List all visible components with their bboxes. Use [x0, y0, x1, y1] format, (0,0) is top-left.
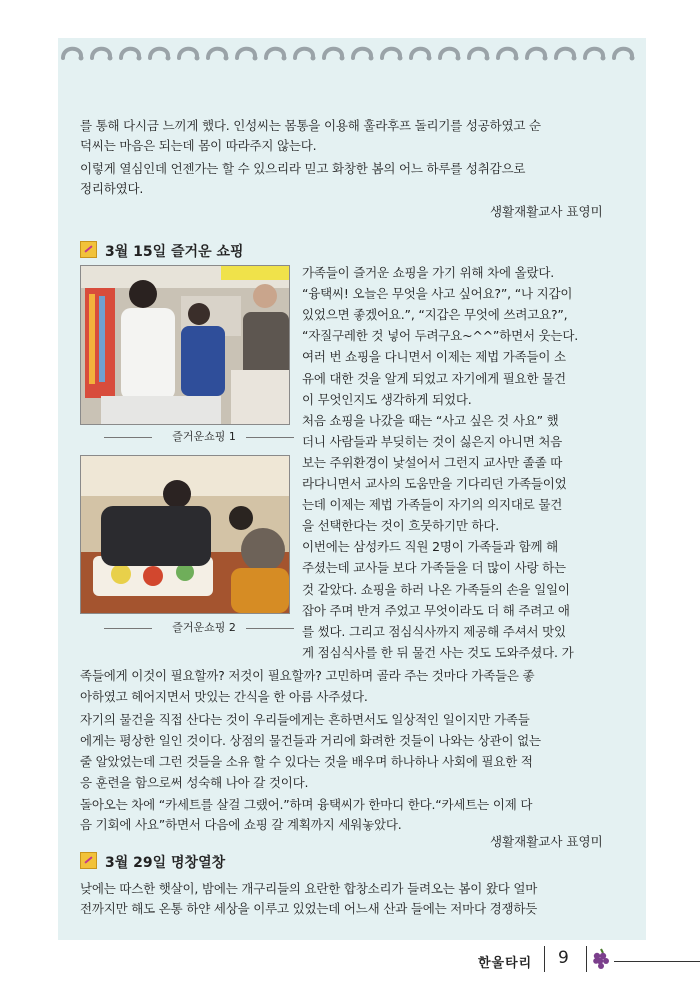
- binder-hole: [427, 56, 432, 61]
- binder-hole: [398, 56, 403, 61]
- paragraph-line: “자질구레한 것 넣어 두려구요~^^”하면서 웃는다.: [302, 328, 578, 344]
- paragraph-line: 돌아오는 차에 “카세트를 살걸 그랬어.”하며 융택씨가 한마디 한다.“카세트는 이제 다: [80, 797, 533, 812]
- binder-ring: [150, 49, 168, 58]
- binder-ring: [266, 49, 284, 58]
- binder-ring: [92, 49, 110, 58]
- caption-rule: [246, 628, 294, 629]
- paragraph-line: 을 선택한다는 것이 흐뭇하기만 하다.: [302, 518, 499, 534]
- paragraph-line: 있었으면 좋겠어요.”, “지갑은 무엇에 쓰려고요?”,: [302, 307, 568, 323]
- binder-hole: [485, 56, 490, 61]
- paragraph-line: 처음 쇼핑을 나갔을 때는 “사고 싶은 것 사요” 했: [302, 412, 559, 428]
- footer-rule: [614, 961, 700, 962]
- paragraph-line: 전까지만 해도 온통 하얀 세상을 이루고 있었는데 어느새 산과 들에는 저마다 경쟁하듯: [80, 901, 538, 916]
- binder-ring: [614, 49, 632, 58]
- paragraph-line: 이번에는 삼성카드 직원 2명이 가족들과 함께 해: [302, 539, 559, 555]
- binder-hole: [108, 56, 113, 61]
- paragraph-line: 를 썼다. 그리고 점심식사까지 제공해 주셔서 맛있: [302, 623, 566, 639]
- binder-ring: [469, 49, 487, 58]
- binder-hole: [630, 56, 635, 61]
- binder-hole: [224, 56, 229, 61]
- paragraph-line: 이 무엇인지도 생각하게 되었다.: [302, 391, 472, 407]
- binder-ring: [324, 49, 342, 58]
- binder-hole: [166, 56, 171, 61]
- author-signature: 생활재활교사 표영미: [490, 834, 603, 849]
- section-heading-text: 3월 15일 즐거운 쇼핑: [105, 244, 244, 260]
- paragraph-line: 줄 알았었는데 그런 것들을 소유 할 수 있다는 것을 배우며 하나하나 사회에 필요한 적: [80, 754, 533, 769]
- binder-hole: [195, 56, 200, 61]
- magazine-title: 한울타리: [478, 956, 533, 971]
- binder-ring: [208, 49, 226, 58]
- paragraph-line: “융택씨! 오늘은 무엇을 사고 싶어요?”, “나 지갑이: [302, 286, 573, 302]
- binder-ring: [63, 49, 81, 58]
- paragraph-line: 여러 번 쇼핑을 다니면서 이제는 제법 가족들이 소: [302, 349, 566, 365]
- footer-divider: [586, 946, 587, 972]
- paragraph-line: 족들에게 이것이 필요할까? 저것이 필요할까? 고민하며 골라 주는 것마다 가족들은 좋: [80, 668, 535, 683]
- photo-shopping-1: [80, 265, 290, 425]
- paragraph-line: 자기의 물건을 직접 산다는 것이 우리들에게는 흔하면서도 일상적인 일이지만 가족들: [80, 712, 530, 727]
- paragraph-line: 주셨는데 교사들 보다 가족들을 더 많이 사랑 하는: [302, 560, 566, 576]
- binder-ring: [411, 49, 429, 58]
- binder-ring: [295, 49, 313, 58]
- paragraph-line: 는데 이제는 제법 가족들이 자기의 의지대로 물건: [302, 497, 563, 513]
- paragraph-line: 아하였고 헤어지면서 맛있는 간식을 한 아름 사주셨다.: [80, 689, 368, 704]
- pencil-icon: [80, 241, 97, 258]
- caption-rule: [104, 437, 152, 438]
- binder-rings: [58, 38, 646, 68]
- author-signature: 생활재활교사 표영미: [490, 204, 603, 219]
- paragraph-line: 에게는 평상한 일인 것이다. 상점의 물건들과 거리에 화려한 것들이 나와는 상관이 없는: [80, 733, 541, 748]
- binder-ring: [498, 49, 516, 58]
- binder-hole: [79, 56, 84, 61]
- photo-shopping-2: [80, 455, 290, 614]
- paragraph-line: 잡아 주며 반겨 주었고 무엇이라도 더 해 주려고 애: [302, 602, 570, 618]
- caption-rule: [246, 437, 294, 438]
- binder-ring: [556, 49, 574, 58]
- binder-hole: [340, 56, 345, 61]
- binder-ring: [179, 49, 197, 58]
- paragraph-line: 게 점심식사를 한 뒤 물건 사는 것도 도와주셨다. 가: [302, 644, 574, 660]
- paragraph-line: 이렇게 열심인데 언젠가는 할 수 있으리라 믿고 화창한 봄의 어느 하루를 성취감으로: [80, 161, 526, 176]
- paragraph-line: 보는 주위환경이 낯설어서 그런지 교사만 졸졸 따: [302, 454, 563, 470]
- page-number: 9: [558, 948, 569, 968]
- photo-caption: 즐거운쇼핑 1: [172, 430, 236, 443]
- section-heading: [80, 241, 244, 262]
- binder-hole: [282, 56, 287, 61]
- paragraph-line: 라다니면서 교사의 도움만을 기다리던 가족들이었: [302, 476, 567, 491]
- binder-ring: [527, 49, 545, 58]
- caption-rule: [104, 628, 152, 629]
- binder-ring: [382, 49, 400, 58]
- paragraph-line: 를 통해 다시금 느끼게 했다. 인성씨는 몸통을 이용해 훌라후프 돌리기를 성공하였고 순: [80, 118, 541, 133]
- paragraph-line: 응 훈련을 함으로써 성숙해 나아 갈 것이다.: [80, 775, 309, 790]
- paragraph-line: 더니 사람들과 부딪히는 것이 싫은지 아니면 처음: [302, 433, 563, 449]
- section-heading: [80, 852, 225, 873]
- footer-divider: [544, 946, 545, 972]
- paragraph-line: 유에 대한 것을 알게 되었고 자기에게 필요한 물건: [302, 370, 566, 386]
- photo-caption: 즐거운쇼핑 2: [172, 621, 236, 634]
- binder-hole: [369, 56, 374, 61]
- pencil-icon: [80, 852, 97, 869]
- paragraph-line: 음 기회에 사요”하면서 다음에 쇼핑 갈 계획까지 세워놓았다.: [80, 817, 402, 832]
- binder-hole: [253, 56, 258, 61]
- binder-hole: [311, 56, 316, 61]
- paragraph-line: 것 같았다. 쇼핑을 하러 나온 가족들의 손을 일일이: [302, 581, 570, 597]
- paragraph-line: 정리하였다.: [80, 181, 144, 196]
- binder-hole: [543, 56, 548, 61]
- grape-icon: [591, 947, 611, 973]
- binder-ring: [353, 49, 371, 58]
- binder-hole: [137, 56, 142, 61]
- binder-hole: [601, 56, 606, 61]
- paragraph-line: 가족들이 즐거운 쇼핑을 가기 위해 차에 올랐다.: [302, 265, 555, 280]
- binder-hole: [572, 56, 577, 61]
- binder-ring: [440, 49, 458, 58]
- section-heading-text: 3월 29일 명창열창: [105, 855, 226, 871]
- binder-ring: [121, 49, 139, 58]
- paragraph-line: 덕씨는 마음은 되는데 몸이 따라주지 않는다.: [80, 138, 317, 153]
- binder-ring: [585, 49, 603, 58]
- binder-hole: [456, 56, 461, 61]
- binder-ring: [237, 49, 255, 58]
- binder-hole: [514, 56, 519, 61]
- paragraph-line: 낮에는 따스한 햇살이, 밤에는 개구리들의 요란한 합창소리가 들려오는 봄이 왔다 얼마: [80, 881, 538, 896]
